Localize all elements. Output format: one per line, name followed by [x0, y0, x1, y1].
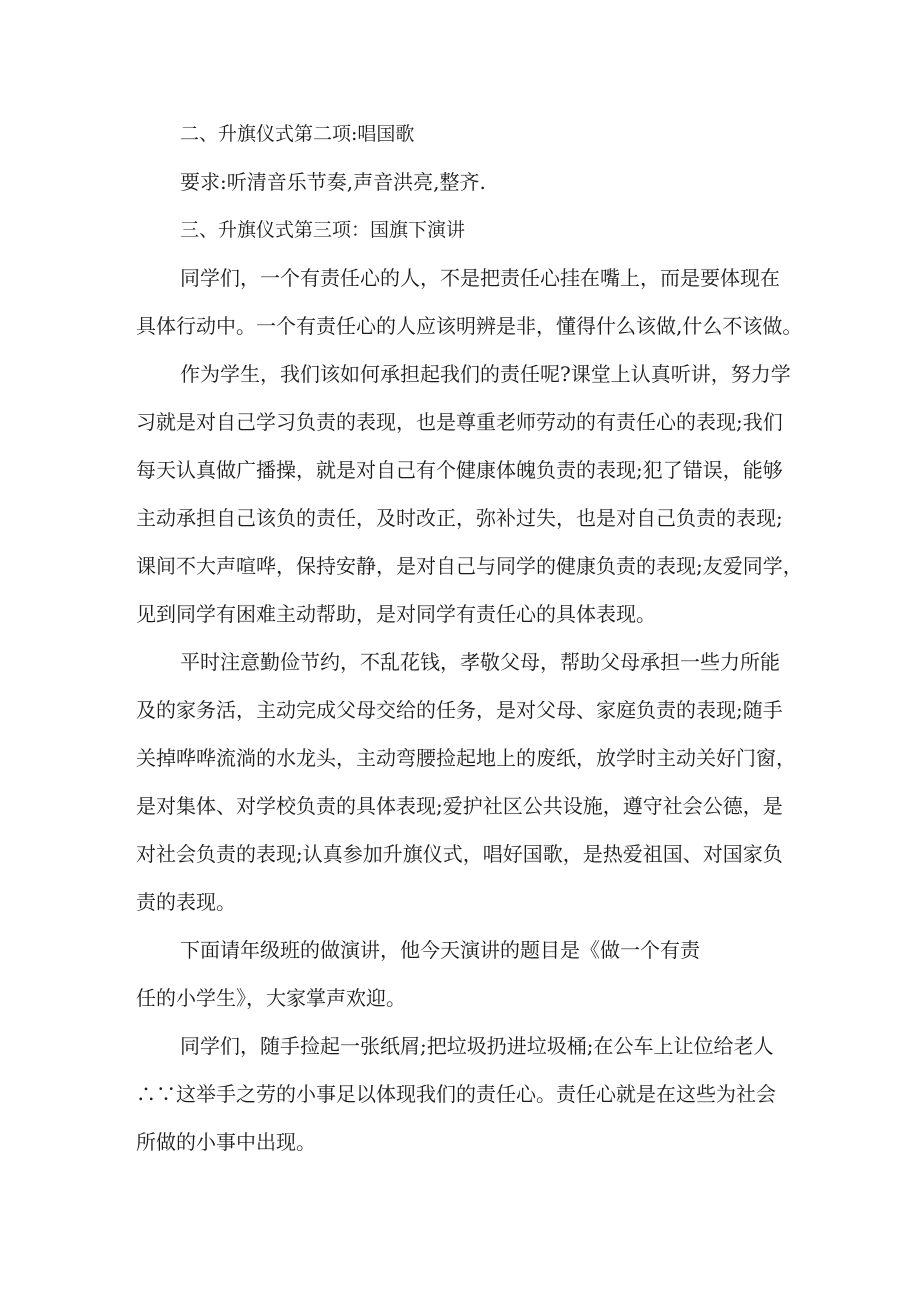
paragraph-2-line-1: 作为学生，我们该如何承担起我们的责任呢?课堂上认真听讲，努力学 [180, 362, 791, 386]
paragraph-1-line-1: 同学们，一个有责任心的人，不是把责任心挂在嘴上，而是要体现在 [180, 266, 780, 290]
requirement-line: 要求:听清音乐节奏,声音洪亮,整齐. [180, 170, 486, 194]
section-heading-3: 三、升旗仪式第三项：国旗下演讲 [180, 219, 466, 241]
paragraph-5-line-1: 同学们，随手捡起一张纸屑;把垃圾扔进垃圾桶;在公车上让位给老人 [180, 1034, 774, 1058]
paragraph-2-line-5: 课间不大声喧哗，保持安静，是对自己与同学的健康负责的表现;友爱同学， [136, 554, 803, 578]
paragraph-4-line-1: 下面请年级班的做演讲，他今天演讲的题目是《做一个有责 [180, 938, 700, 962]
paragraph-2-line-2: 习就是对自己学习负责的表现，也是尊重老师劳动的有责任心的表现;我们 [136, 410, 783, 434]
paragraph-3-line-5: 对社会负责的表现;认真参加升旗仪式，唱好国歌，是热爱祖国、对国家负 [136, 842, 783, 866]
paragraph-2-line-6: 见到同学有困难主动帮助，是对同学有责任心的具体表现。 [136, 602, 656, 626]
paragraph-3-line-2: 及的家务活，主动完成父母交给的任务，是对父母、家庭负责的表现;随手 [136, 698, 783, 722]
paragraph-5-line-3: 所做的小事中出现。 [136, 1130, 316, 1154]
paragraph-3-line-1: 平时注意勤俭节约，不乱花钱，孝敬父母，帮助父母承担一些力所能 [180, 650, 780, 674]
paragraph-3-line-6: 责的表现。 [136, 890, 236, 914]
paragraph-5-line-2: ∴∵这举手之劳的小事足以体现我们的责任心。责任心就是在这些为社会 [136, 1082, 776, 1106]
paragraph-3-line-4: 是对集体、对学校负责的具体表现;爱护社区公共设施，遵守社会公德，是 [136, 794, 783, 818]
paragraph-2-line-4: 主动承担自己该负的责任，及时改正，弥补过失，也是对自己负责的表现; [136, 506, 783, 530]
paragraph-2-line-3: 每天认真做广播操，就是对自己有个健康体魄负责的表现;犯了错误，能够 [136, 458, 783, 482]
paragraph-3-line-3: 关掉哗哗流淌的水龙头，主动弯腰捡起地上的废纸，放学时主动关好门窗， [136, 746, 796, 770]
paragraph-1-line-2: 具体行动中。一个有责任心的人应该明辨是非，懂得什么该做,什么不该做。 [136, 314, 803, 338]
section-heading-2: 二、升旗仪式第二项:唱国歌 [180, 123, 415, 145]
paragraph-4-line-2: 任的小学生》，大家掌声欢迎。 [136, 986, 406, 1010]
